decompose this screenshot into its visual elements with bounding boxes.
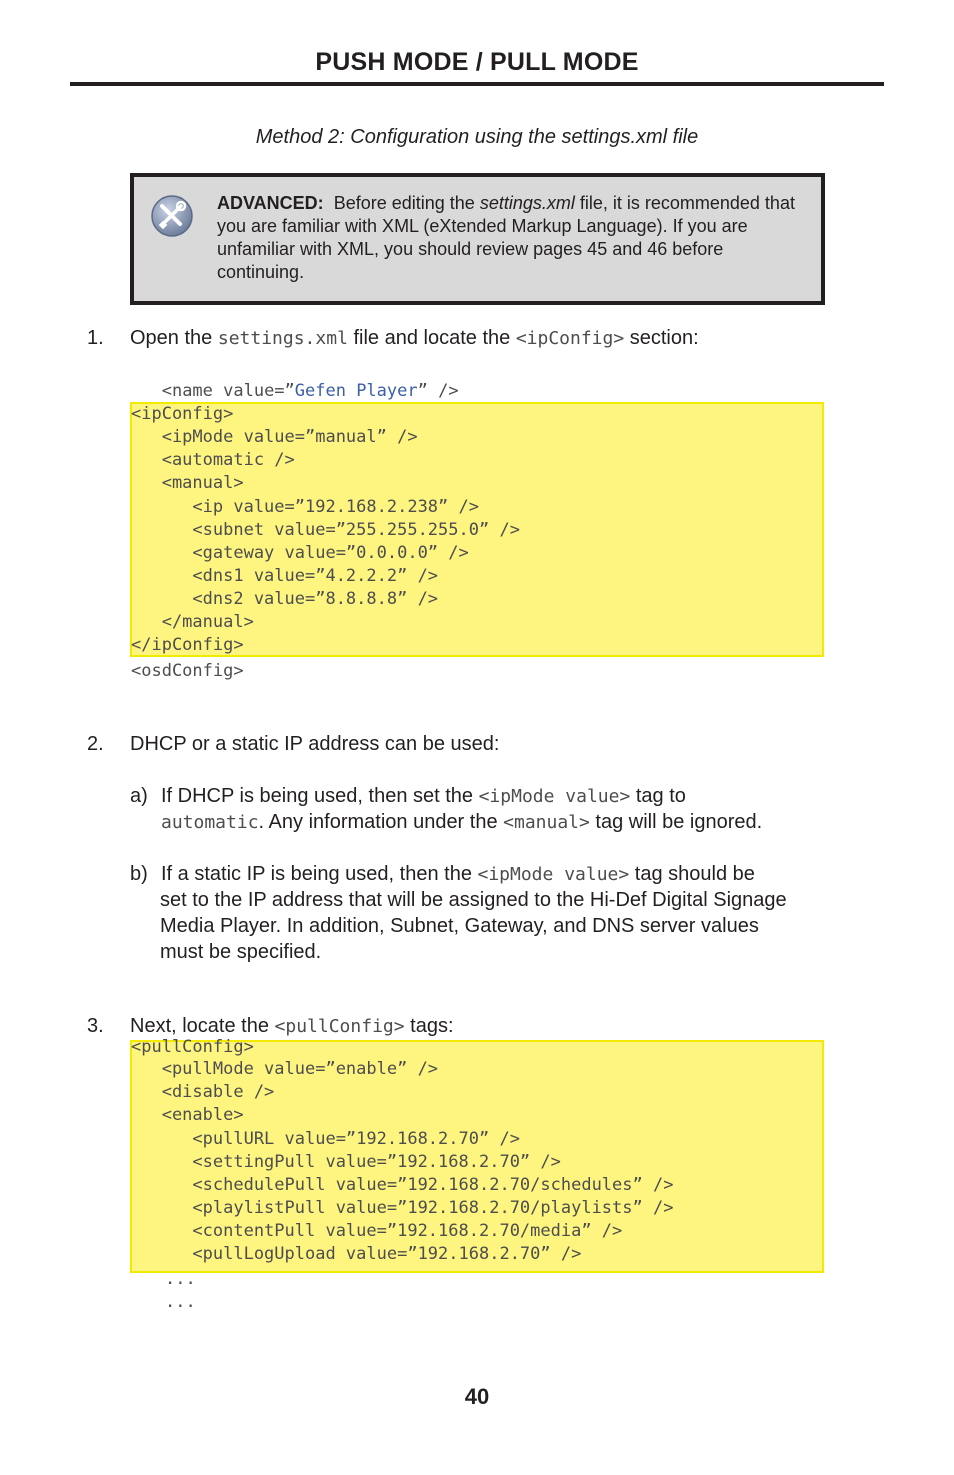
- code-line: </ipConfig>: [131, 635, 244, 655]
- tools-icon: [150, 194, 194, 238]
- page-title: PUSH MODE / PULL MODE: [315, 48, 639, 76]
- code-line: <disable />: [131, 1082, 275, 1102]
- code-line: <enable>: [131, 1105, 244, 1125]
- code-line: <ipMode value=”manual” />: [131, 427, 418, 447]
- step-1-text: Open the settings.xml file and locate the <ipConfig> section:: [130, 327, 699, 349]
- code-line: <manual>: [131, 473, 244, 493]
- code-ellipsis: ...: [165, 1292, 196, 1312]
- code-name-line: <name value=”Gefen Player” />: [161, 381, 459, 401]
- step-2b-line-4: must be specified.: [160, 941, 322, 963]
- code-line: <schedulePull value=”192.168.2.70/schedules” />: [131, 1175, 674, 1195]
- code-line-osdconfig: <osdConfig>: [131, 661, 244, 681]
- step-1-number: 1.: [87, 327, 104, 349]
- code-line: <dns1 value=”4.2.2.2” />: [131, 566, 439, 586]
- code-line: <contentPull value=”192.168.2.70/media” />: [131, 1221, 623, 1241]
- code-ellipsis: ...: [165, 1269, 196, 1289]
- step-2-text: DHCP or a static IP address can be used:: [130, 733, 500, 755]
- code-line: <pullMode value=”enable” />: [131, 1059, 439, 1079]
- code-line: <pullURL value=”192.168.2.70” />: [131, 1129, 520, 1149]
- code-line: <pullConfig>: [131, 1037, 254, 1057]
- code-line: <dns2 value=”8.8.8.8” />: [131, 589, 439, 609]
- title-divider: [70, 82, 884, 86]
- code-line: <automatic />: [131, 450, 295, 470]
- step-2b-line-1: If a static IP is being used, then the <ipMode value> tag should be: [161, 863, 755, 885]
- advanced-note-text: ADVANCED: Before editing the settings.xml file, it is recommended that you are familiar with XML (eXtended Markup Language). If you are unfamiliar with XML, you should review pages 45 and 46 before continuing.: [217, 193, 795, 282]
- code-line: <ip value=”192.168.2.238” />: [131, 497, 479, 517]
- step-2-number: 2.: [87, 733, 104, 755]
- settings-file-name: settings.xml: [479, 193, 575, 213]
- code-line: <subnet value=”255.255.255.0” />: [131, 520, 520, 540]
- code-line: <ipConfig>: [131, 404, 234, 424]
- step-2b-line-2: set to the IP address that will be assigned to the Hi-Def Digital Signage: [160, 889, 787, 911]
- code-line: <pullLogUpload value=”192.168.2.70” />: [131, 1244, 582, 1264]
- code-line: <playlistPull value=”192.168.2.70/playlists” />: [131, 1198, 674, 1218]
- step-2b-line-3: Media Player. In addition, Subnet, Gateway, and DNS server values: [160, 915, 759, 937]
- code-line: </manual>: [131, 612, 254, 632]
- section-subtitle: Method 2: Configuration using the settings.xml file: [255, 126, 699, 148]
- step-2b-label: b): [130, 863, 148, 885]
- step-2a-label: a): [130, 785, 148, 807]
- code-line: <settingPull value=”192.168.2.70” />: [131, 1152, 561, 1172]
- step-3-number: 3.: [87, 1015, 104, 1037]
- code-line: <gateway value=”0.0.0.0” />: [131, 543, 469, 563]
- step-2a-line-2: automatic. Any information under the <manual> tag will be ignored.: [161, 811, 763, 833]
- advanced-label: ADVANCED:: [217, 193, 324, 213]
- page-number: 40: [464, 1384, 490, 1409]
- step-2a-line-1: If DHCP is being used, then set the <ipMode value> tag to: [161, 785, 686, 807]
- step-3-text: Next, locate the <pullConfig> tags:: [130, 1015, 454, 1037]
